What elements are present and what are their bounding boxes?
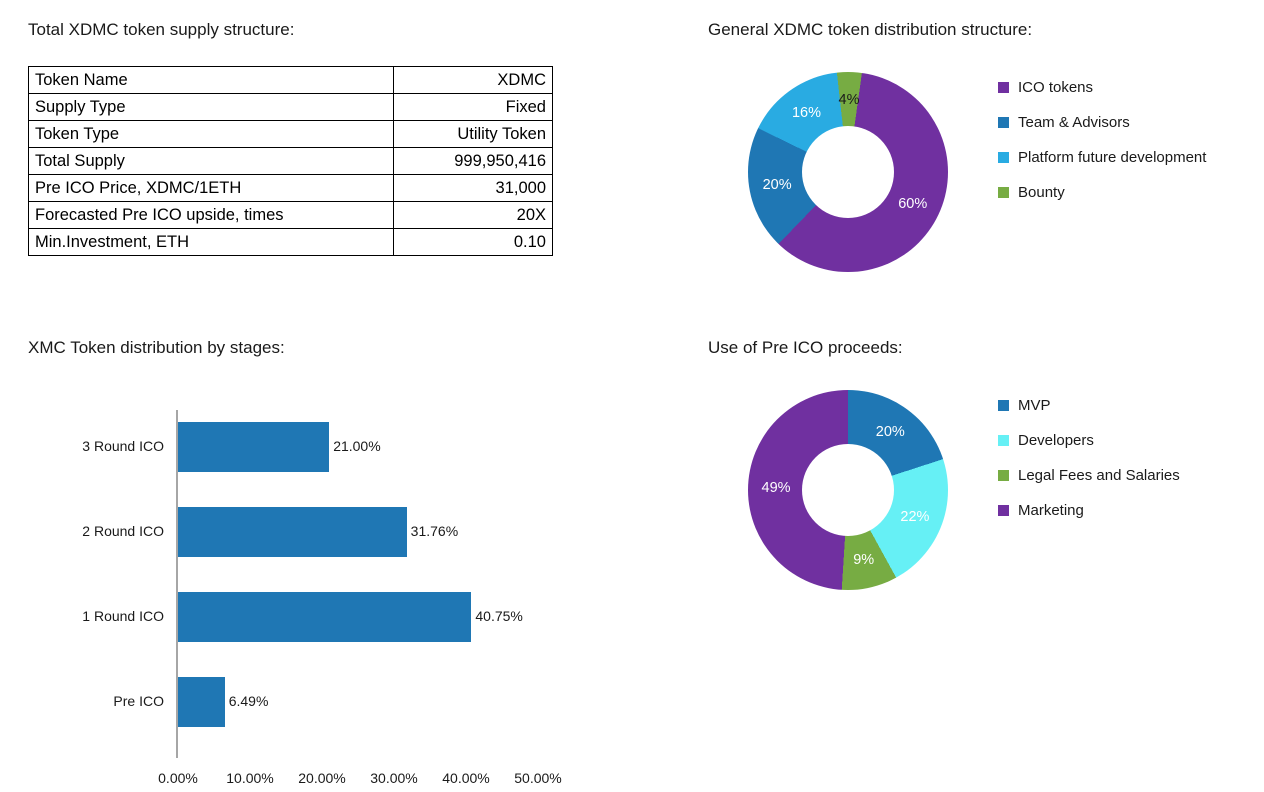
legend-label: Developers xyxy=(1018,432,1094,449)
table-cell-value: 20X xyxy=(394,202,553,229)
legend-label: MVP xyxy=(1018,397,1051,414)
legend-swatch xyxy=(998,117,1009,128)
legend-label: ICO tokens xyxy=(1018,79,1094,96)
donut-hole xyxy=(802,126,894,218)
bar-row xyxy=(28,410,648,490)
table-cell-key: Token Type xyxy=(29,121,394,148)
legend-swatch xyxy=(998,470,1009,481)
bar xyxy=(178,677,225,727)
legend-item xyxy=(998,140,1206,175)
x-tick-label: 30.00% xyxy=(370,770,418,786)
table-cell-value: 0.10 xyxy=(394,229,553,256)
legend-item xyxy=(998,423,1180,458)
legend-swatch xyxy=(998,505,1009,516)
x-axis-ticks xyxy=(28,770,648,792)
table-row xyxy=(29,202,553,229)
bar-value-label: 6.49% xyxy=(228,693,269,709)
stages-bar-chart-panel xyxy=(28,338,648,786)
bar xyxy=(178,592,471,642)
donut-slice-value: 16% xyxy=(791,105,821,122)
bar-value-label: 31.76% xyxy=(410,523,459,539)
table-cell-key: Supply Type xyxy=(29,94,394,121)
legend-swatch xyxy=(998,187,1009,198)
token-distribution-chart xyxy=(708,62,1248,312)
legend-item xyxy=(998,493,1180,528)
bar-category-label: 2 Round ICO xyxy=(82,523,164,539)
table-cell-value: 999,950,416 xyxy=(394,148,553,175)
table-cell-value: Fixed xyxy=(394,94,553,121)
legend-proceeds xyxy=(998,388,1180,528)
donut-slice-value: 20% xyxy=(875,423,905,440)
table-cell-key: Total Supply xyxy=(29,148,394,175)
legend-label: Platform future development xyxy=(1018,149,1207,166)
bar xyxy=(178,507,407,557)
table-row xyxy=(29,94,553,121)
legend-item xyxy=(998,70,1206,105)
donut-slice-value: 4% xyxy=(838,92,860,108)
legend-label: Legal Fees and Salaries xyxy=(1018,467,1180,484)
table-row xyxy=(29,121,553,148)
donut-slice-value: 9% xyxy=(853,552,875,569)
table-cell-value: Utility Token xyxy=(394,121,553,148)
proceeds-chart xyxy=(708,380,1248,630)
legend-item xyxy=(998,105,1206,140)
table-cell-value: XDMC xyxy=(394,67,553,94)
table-row xyxy=(29,229,553,256)
x-tick-label: 20.00% xyxy=(298,770,346,786)
supply-structure-panel xyxy=(28,20,548,256)
token-distribution-panel xyxy=(708,20,1248,312)
legend-item xyxy=(998,388,1180,423)
bar-category-label: 3 Round ICO xyxy=(82,438,164,454)
legend-item xyxy=(998,175,1206,210)
legend-item xyxy=(998,458,1180,493)
table-row xyxy=(29,175,553,202)
legend-swatch xyxy=(998,400,1009,411)
table-cell-key: Forecasted Pre ICO upside, times xyxy=(29,202,394,229)
legend-label: Marketing xyxy=(1018,502,1084,519)
table-row xyxy=(29,67,553,94)
legend-label: Bounty xyxy=(1018,184,1065,201)
legend-swatch xyxy=(998,82,1009,93)
supply-structure-title: Total XDMC token supply structure: xyxy=(28,20,295,39)
legend-swatch xyxy=(998,435,1009,446)
donut-slice-value: 49% xyxy=(761,479,791,496)
bar-value-label: 40.75% xyxy=(475,608,523,624)
token-distribution-title: General XDMC token distribution structure: xyxy=(708,20,1033,39)
proceeds-title: Use of Pre ICO proceeds: xyxy=(708,338,903,357)
bar-category-label: Pre ICO xyxy=(113,693,164,709)
x-tick-label: 0.00% xyxy=(158,770,198,786)
donut-slice-value: 22% xyxy=(900,508,930,525)
bar-row xyxy=(28,665,648,745)
bar-row xyxy=(28,495,648,575)
donut-slice-value: 60% xyxy=(898,195,928,212)
legend-label: Team & Advisors xyxy=(1018,114,1130,131)
table-cell-value: 31,000 xyxy=(394,175,553,202)
bar xyxy=(178,422,329,472)
table-cell-key: Token Name xyxy=(29,67,394,94)
donut-hole xyxy=(802,444,894,536)
bar-row xyxy=(28,580,648,660)
table-cell-key: Pre ICO Price, XDMC/1ETH xyxy=(29,175,394,202)
legend-swatch xyxy=(998,152,1009,163)
donut-slice-value: 20% xyxy=(762,176,792,193)
table-cell-key: Min.Investment, ETH xyxy=(29,229,394,256)
bar-value-label: 21.00% xyxy=(333,438,381,454)
supply-structure-table xyxy=(28,66,553,256)
x-tick-label: 40.00% xyxy=(442,770,490,786)
x-tick-label: 10.00% xyxy=(226,770,274,786)
bar-category-label: 1 Round ICO xyxy=(82,608,164,624)
bar-plot-area xyxy=(28,370,648,786)
proceeds-panel xyxy=(708,338,1248,630)
table-row xyxy=(29,148,553,175)
stages-chart-title: XMC Token distribution by stages: xyxy=(28,338,285,357)
supply-table-body xyxy=(29,67,553,256)
legend-distribution xyxy=(998,70,1206,210)
x-tick-label: 50.00% xyxy=(514,770,562,786)
